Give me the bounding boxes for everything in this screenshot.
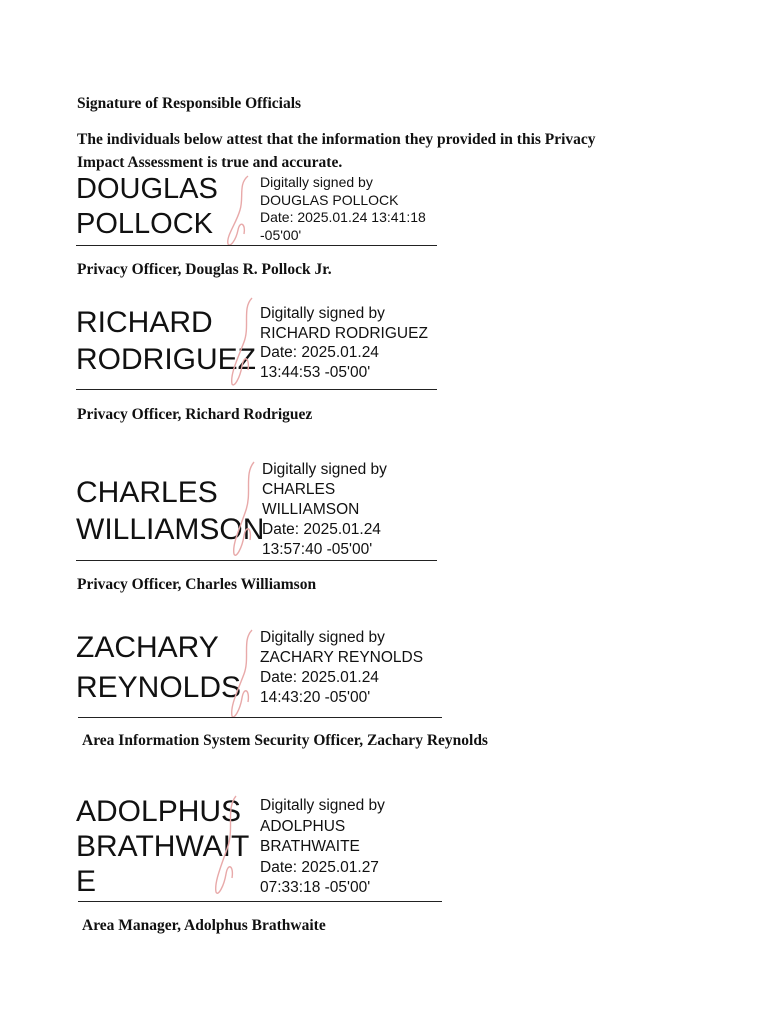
detail-line: DOUGLAS POLLOCK (260, 191, 399, 208)
signer-name-line: ADOLPHUS (76, 795, 242, 828)
detail-line: Digitally signed by (260, 797, 385, 814)
attestation-intro (77, 128, 677, 174)
digital-signature-mark-icon (222, 296, 262, 388)
detail-line: Digitally signed by (260, 629, 385, 646)
signer-title-caption: Privacy Officer, Douglas R. Pollock Jr. (77, 261, 332, 278)
detail-line: WILLIAMSON (262, 501, 360, 518)
signature-line (76, 560, 437, 561)
detail-line: 13:44:53 -05'00' (260, 363, 371, 381)
signature-line (78, 901, 442, 902)
signer-name-line: BRATHWAIT (76, 830, 250, 863)
signer-name-line: POLLOCK (76, 208, 213, 240)
detail-line: BRATHWAITE (260, 838, 360, 855)
detail-line: Date: 2025.01.24 (260, 344, 379, 361)
signature-block-williamson[interactable] (76, 460, 446, 568)
digital-signature-mark-icon (206, 794, 246, 898)
signature-line (76, 245, 437, 246)
detail-line: ZACHARY REYNOLDS (260, 649, 424, 666)
signature-line (78, 717, 442, 718)
detail-line: Date: 2025.01.24 (260, 669, 379, 686)
detail-line: 14:43:20 -05'00' (260, 689, 371, 706)
signature-details (260, 174, 426, 244)
detail-line: ADOLPHUS (260, 817, 346, 835)
signer-name (76, 628, 241, 708)
detail-line: 13:57:40 -05'00' (262, 541, 373, 558)
detail-line: CHARLES (262, 481, 336, 498)
digital-signature-mark-icon (224, 460, 264, 560)
intro-line-1: The individuals below attest that the information they provided in this Privacy (77, 131, 596, 148)
signer-name-line: WILLIAMSON (76, 513, 265, 546)
detail-line: -05'00' (260, 226, 302, 243)
signature-block-pollock[interactable] (76, 172, 446, 252)
signer-name (76, 172, 218, 242)
detail-line: Date: 2025.01.24 (262, 521, 381, 538)
detail-line: Digitally signed by (260, 174, 373, 190)
intro-line-2: Impact Assessment is true and accurate. (77, 154, 343, 171)
detail-line: RICHARD RODRIGUEZ (260, 324, 428, 342)
signer-name-line: DOUGLAS (76, 173, 218, 205)
signer-title-caption: Area Information System Security Officer, Zachary Reynolds (82, 732, 488, 749)
digital-signature-mark-icon (218, 174, 258, 248)
signer-name-line: RODRIGUEZ (76, 343, 256, 376)
signer-title-caption: Privacy Officer, Richard Rodriguez (77, 406, 313, 423)
signature-line (76, 389, 437, 390)
detail-line: Digitally signed by (260, 305, 385, 322)
detail-line: Date: 2025.01.24 13:41:18 (260, 209, 426, 225)
signature-block-rodriguez[interactable] (76, 296, 446, 396)
detail-line: Digitally signed by (262, 461, 387, 478)
signature-details (262, 460, 387, 560)
signer-name-line: RICHARD (76, 306, 213, 339)
signature-details (260, 628, 423, 708)
detail-line: 07:33:18 -05'00' (260, 879, 371, 896)
signature-block-brathwaite[interactable] (76, 794, 446, 906)
signature-details (260, 304, 428, 382)
document-title: Signature of Responsible Officials (77, 95, 302, 112)
signer-title-caption: Privacy Officer, Charles Williamson (77, 576, 317, 593)
digital-signature-mark-icon (222, 628, 262, 720)
signer-title-caption: Area Manager, Adolphus Brathwaite (82, 917, 326, 934)
signer-name-line: REYNOLDS (76, 671, 242, 704)
signer-name-line: CHARLES (76, 476, 218, 509)
detail-line: Date: 2025.01.27 (260, 858, 379, 876)
signature-block-reynolds[interactable] (76, 628, 446, 724)
signer-name-line: ZACHARY (76, 631, 219, 664)
signer-name-line: E (76, 865, 97, 898)
signature-details (260, 796, 385, 899)
